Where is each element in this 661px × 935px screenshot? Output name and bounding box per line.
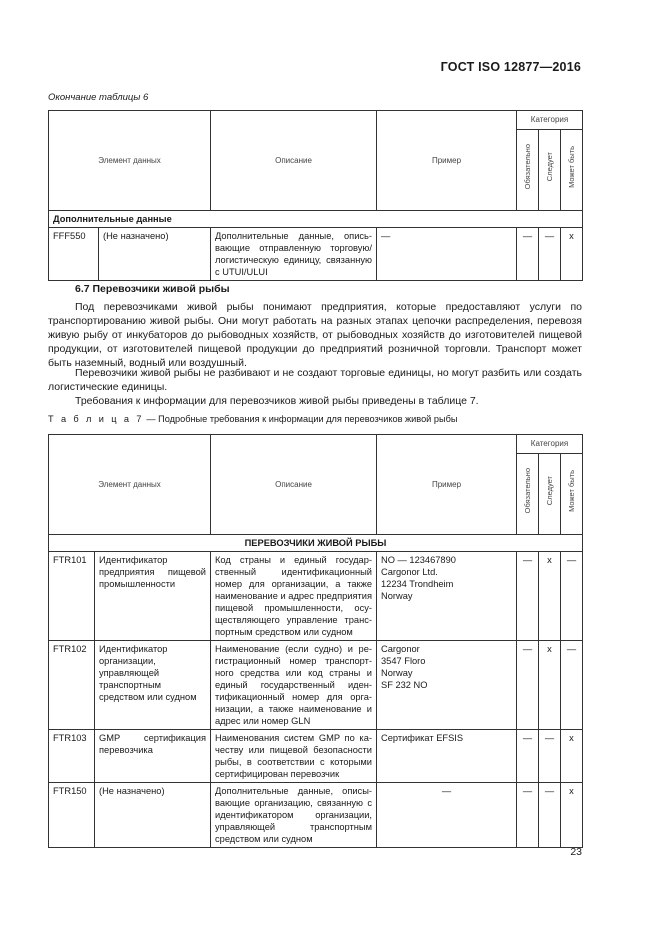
row-mandatory: —: [517, 730, 539, 783]
table-row: [49, 552, 583, 641]
row-code: FTR101: [49, 552, 95, 641]
col-should-header: Следует: [539, 454, 561, 535]
col-element-header: Элемент данных: [49, 435, 211, 535]
col-mandatory-header: Обязательно: [517, 130, 539, 211]
row-mandatory: —: [517, 228, 539, 281]
section-title: 6.7 Перевозчики живой рыбы: [75, 283, 230, 295]
row-may: x: [561, 228, 583, 281]
row-mandatory: —: [517, 783, 539, 848]
paragraph-3: Требования к информации для перевозчиков живой рыбы приведены в таблице 7.: [75, 395, 479, 407]
row-mandatory: —: [517, 552, 539, 641]
row-should: x: [539, 552, 561, 641]
col-example-header: Пример: [377, 435, 517, 535]
row-code: FTR150: [49, 783, 95, 848]
row-example: NO — 123467890 Cargonor Ltd. 12234 Trondheim Norway: [377, 552, 517, 641]
table6-continuation-label: Окончание таблицы 6: [48, 92, 149, 103]
col-category-header: Категория: [517, 435, 583, 454]
table-row: [49, 783, 583, 848]
paragraph-2: Перевозчики живой рыбы не разбивают и не создают торговые единицы, но могут разбить или создать логистические единицы.: [48, 367, 582, 393]
row-code: FTR102: [49, 641, 95, 730]
table-row: [49, 641, 583, 730]
row-description: Наименования систем GMP по качеству или пищевой безопасности рыбы, в соответствии с которыми сертифицирован перевозчик: [211, 730, 377, 783]
row-may: —: [561, 552, 583, 641]
row-example: —: [377, 228, 517, 281]
col-category-header: Категория: [517, 111, 583, 130]
table-row: [49, 730, 583, 783]
col-description-header: Описание: [211, 435, 377, 535]
col-may-header: Может быть: [561, 454, 583, 535]
page-number: 23: [570, 846, 582, 858]
table7-caption: Т а б л и ц а 7 — Подробные требования к информации для перевозчиков живой рыбы: [48, 414, 458, 424]
col-description-header: Описание: [211, 111, 377, 211]
table-7: [48, 434, 583, 848]
table-row: [49, 228, 583, 281]
col-element-header: Элемент данных: [49, 111, 211, 211]
row-mandatory: —: [517, 641, 539, 730]
col-example-header: Пример: [377, 111, 517, 211]
row-should: —: [539, 783, 561, 848]
row-should: —: [539, 228, 561, 281]
row-description: Дополнительные данные, описывающие организацию, связанную с идентификатором организации, управляющей транспортным средством или судном: [211, 783, 377, 848]
paragraph-1: Под перевозчиками живой рыбы понимают предприятия, которые предоставляют услуги по транспортированию живой рыбы. Они могут работать на разных этапах цепочки распределения, перевозя живую рыбу от инкубаторов до рыбоводных хозяйств, от рыбоводных хозяйств до изготовителей пищевой продукции, от изготовителей пищевой продукции до предприятий розничной торговли. Транспорт может быть наземный, водный или воздушный.: [48, 301, 582, 369]
row-description: Код страны и единый государственный идентификационный номер для организации, а также наименование и адрес предприятия пищевой промышленности, осуществляющего управление транспортным средством или судном: [211, 552, 377, 641]
col-mandatory-header: Обязательно: [517, 454, 539, 535]
col-should-header: Следует: [539, 130, 561, 211]
row-example: Cargonor 3547 Floro Norway SF 232 NO: [377, 641, 517, 730]
row-description: Наименование (если судно) и регистрационный номер транспортного средства или код страны и единый государственный идентификационный номер для организации, а также наименование и адрес или номер GLN: [211, 641, 377, 730]
row-should: x: [539, 641, 561, 730]
row-example: Сертификат EFSIS: [377, 730, 517, 783]
row-description: Дополнительные данные, описьвающие отправленную торговую/логистическую единицу, связанную с UTUI/ULUI: [211, 228, 377, 281]
row-may: x: [561, 783, 583, 848]
row-may: x: [561, 730, 583, 783]
row-element: GMP сертификация перевозчика: [95, 730, 211, 783]
row-element: Идентификатор предприятия пищевой промышленности: [95, 552, 211, 641]
row-example: —: [377, 783, 517, 848]
table7-section-row: ПЕРЕВОЗЧИКИ ЖИВОЙ РЫБЫ: [49, 535, 583, 552]
col-may-header: Может быть: [561, 130, 583, 211]
row-code: FTR103: [49, 730, 95, 783]
row-should: —: [539, 730, 561, 783]
row-element: Идентификатор организации, управляющей транспортным средством или судном: [95, 641, 211, 730]
document-code: ГОСТ ISO 12877—2016: [440, 60, 581, 74]
row-element: (Не назначено): [99, 228, 211, 281]
row-element: (Не назначено): [95, 783, 211, 848]
table-6: [48, 110, 583, 281]
row-code: FFF550: [49, 228, 99, 281]
table6-section-row: Дополнительные данные: [49, 211, 583, 228]
row-may: —: [561, 641, 583, 730]
